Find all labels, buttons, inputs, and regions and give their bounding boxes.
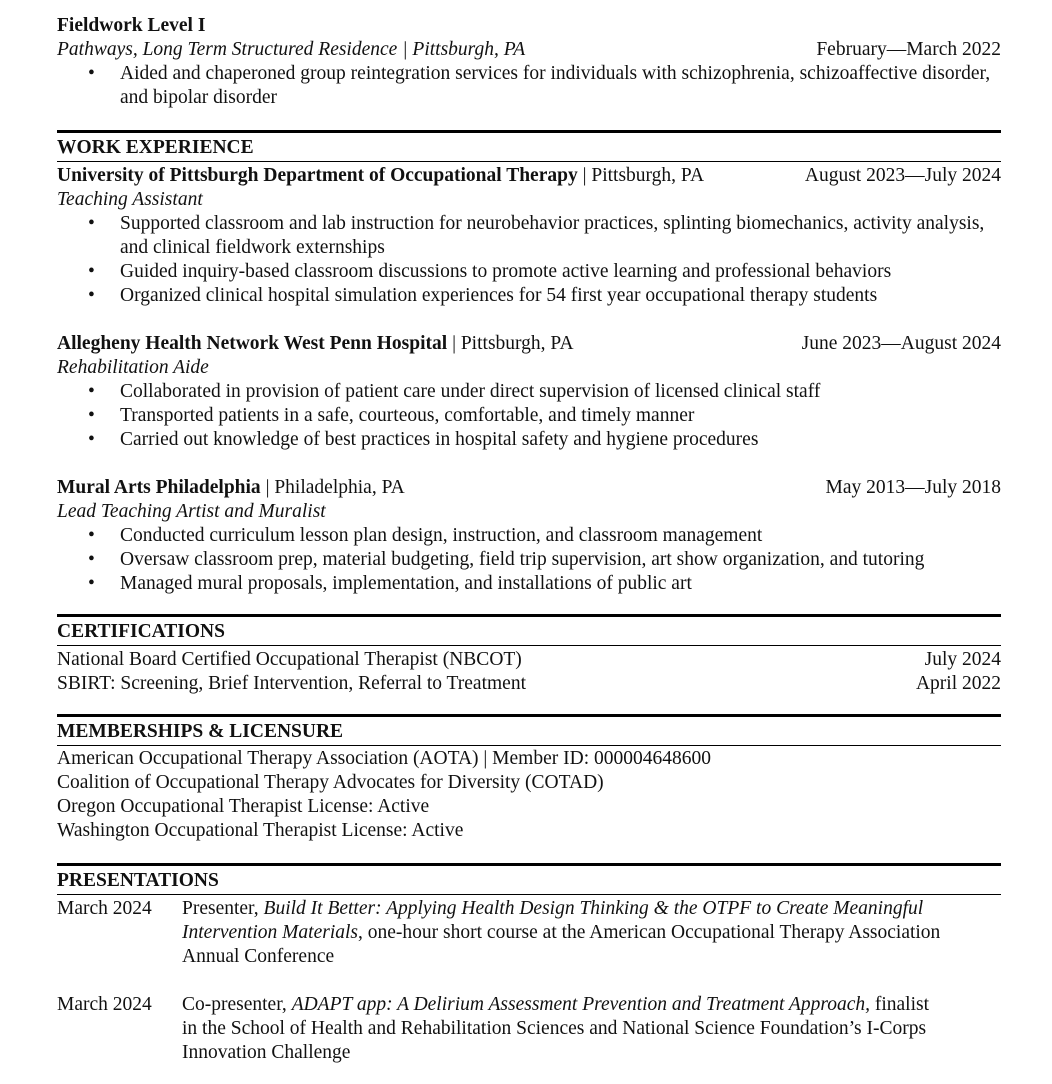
fieldwork-bullets <box>57 62 1001 110</box>
job-location: | Philadelphia, PA <box>260 477 405 498</box>
fieldwork-section <box>57 14 1001 110</box>
presentation-title: ADAPT app: A Delirium Assessment Prevention and Treatment Approach, <box>291 994 870 1015</box>
bullet-item: • Transported patients in a safe, courteous, comfortable, and timely manner <box>120 404 1001 428</box>
section-heading-certifications: CERTIFICATIONS <box>57 614 1001 646</box>
job-location: | Pittsburgh, PA <box>577 165 705 186</box>
certification-item <box>57 648 1001 672</box>
job-entry <box>57 164 1001 308</box>
memberships-list <box>57 747 1001 843</box>
job-entry <box>57 476 1001 596</box>
presentations-list <box>57 897 1001 1065</box>
bullet-item: • Managed mural proposals, implementation, and installations of public art <box>120 572 1001 596</box>
presentation-detail: , one-hour short course at the American Occupational Therapy Association Annual Conference <box>182 922 941 967</box>
job-role: Rehabilitation Aide <box>57 357 209 378</box>
presentation-date: March 2024 <box>57 898 152 919</box>
job-org: Mural Arts Philadelphia <box>57 477 261 498</box>
presentation-item <box>57 993 1001 1065</box>
membership-item: Washington Occupational Therapist License: Active <box>57 820 464 841</box>
membership-item: Oregon Occupational Therapist License: Active <box>57 796 430 817</box>
resume-page <box>57 14 1001 1065</box>
membership-item: Coalition of Occupational Therapy Advocates for Diversity (COTAD) <box>57 772 604 793</box>
job-org: Allegheny Health Network West Penn Hospital <box>57 333 448 354</box>
bullet-item: • Carried out knowledge of best practices in hospital safety and hygiene procedures <box>120 428 1001 452</box>
job-location: | Pittsburgh, PA <box>447 333 574 354</box>
bullet-item: • Oversaw classroom prep, material budgeting, field trip supervision, art show organization, and tutoring <box>120 548 1001 572</box>
presentation-detail: finalist in the School of Health and Rehabilitation Sciences and National Science Foundation’s I-Corps Innovation Challenge <box>182 994 930 1063</box>
presentation-title: Build It Better: Applying Health Design Thinking & the OTPF to Create Meaningful Intervention Materials <box>182 898 924 943</box>
bullet-item: • Guided inquiry-based classroom discussions to promote active learning and professional behaviors <box>120 260 1001 284</box>
job-dates: May 2013—July 2018 <box>825 477 1001 498</box>
bullet-item: • Supported classroom and lab instruction for neurobehavior practices, splinting biomechanics, activity analysis, and clinical fieldwork externships <box>120 212 1001 260</box>
membership-item: American Occupational Therapy Association (AOTA) | Member ID: 000004648600 <box>57 748 711 769</box>
certification-name: SBIRT: Screening, Brief Intervention, Referral to Treatment <box>57 673 526 694</box>
job-role: Lead Teaching Artist and Muralist <box>57 501 326 522</box>
job-entry <box>57 332 1001 452</box>
presentation-description <box>182 993 942 1065</box>
job-role: Teaching Assistant <box>57 189 203 210</box>
presentation-role: Presenter, <box>182 898 264 919</box>
bullet-item: • Collaborated in provision of patient care under direct supervision of licensed clinical staff <box>120 380 1001 404</box>
bullet-item: • Aided and chaperoned group reintegration services for individuals with schizophrenia, schizoaffective disorder, and bipolar disorder <box>120 62 1001 110</box>
job-bullets <box>57 524 1001 596</box>
certification-name: National Board Certified Occupational Therapist (NBCOT) <box>57 649 522 670</box>
certification-date: July 2024 <box>924 649 1001 670</box>
section-heading-memberships: MEMBERSHIPS & LICENSURE <box>57 714 1001 746</box>
fieldwork-title: Fieldwork Level I <box>57 15 206 36</box>
bullet-item: • Organized clinical hospital simulation experiences for 54 first year occupational therapy students <box>120 284 1001 308</box>
presentation-item <box>57 897 1001 969</box>
job-bullets <box>57 212 1001 308</box>
job-dates: June 2023—August 2024 <box>801 333 1001 354</box>
job-dates: August 2023—July 2024 <box>804 165 1001 186</box>
presentation-date: March 2024 <box>57 994 152 1015</box>
bullet-item: • Conducted curriculum lesson plan design, instruction, and classroom management <box>120 524 1001 548</box>
section-heading-work: WORK EXPERIENCE <box>57 130 1001 162</box>
presentation-description <box>182 897 942 969</box>
certification-item <box>57 672 1001 696</box>
fieldwork-dates: February—March 2022 <box>816 39 1001 60</box>
section-heading-presentations: PRESENTATIONS <box>57 863 1001 895</box>
certifications-list <box>57 648 1001 696</box>
fieldwork-org: Pathways, Long Term Structured Residence | Pittsburgh, PA <box>57 39 526 60</box>
job-org: University of Pittsburgh Department of Occupational Therapy <box>57 165 578 186</box>
job-bullets <box>57 380 1001 452</box>
presentation-role: Co-presenter, <box>182 994 292 1015</box>
certification-date: April 2022 <box>915 673 1001 694</box>
